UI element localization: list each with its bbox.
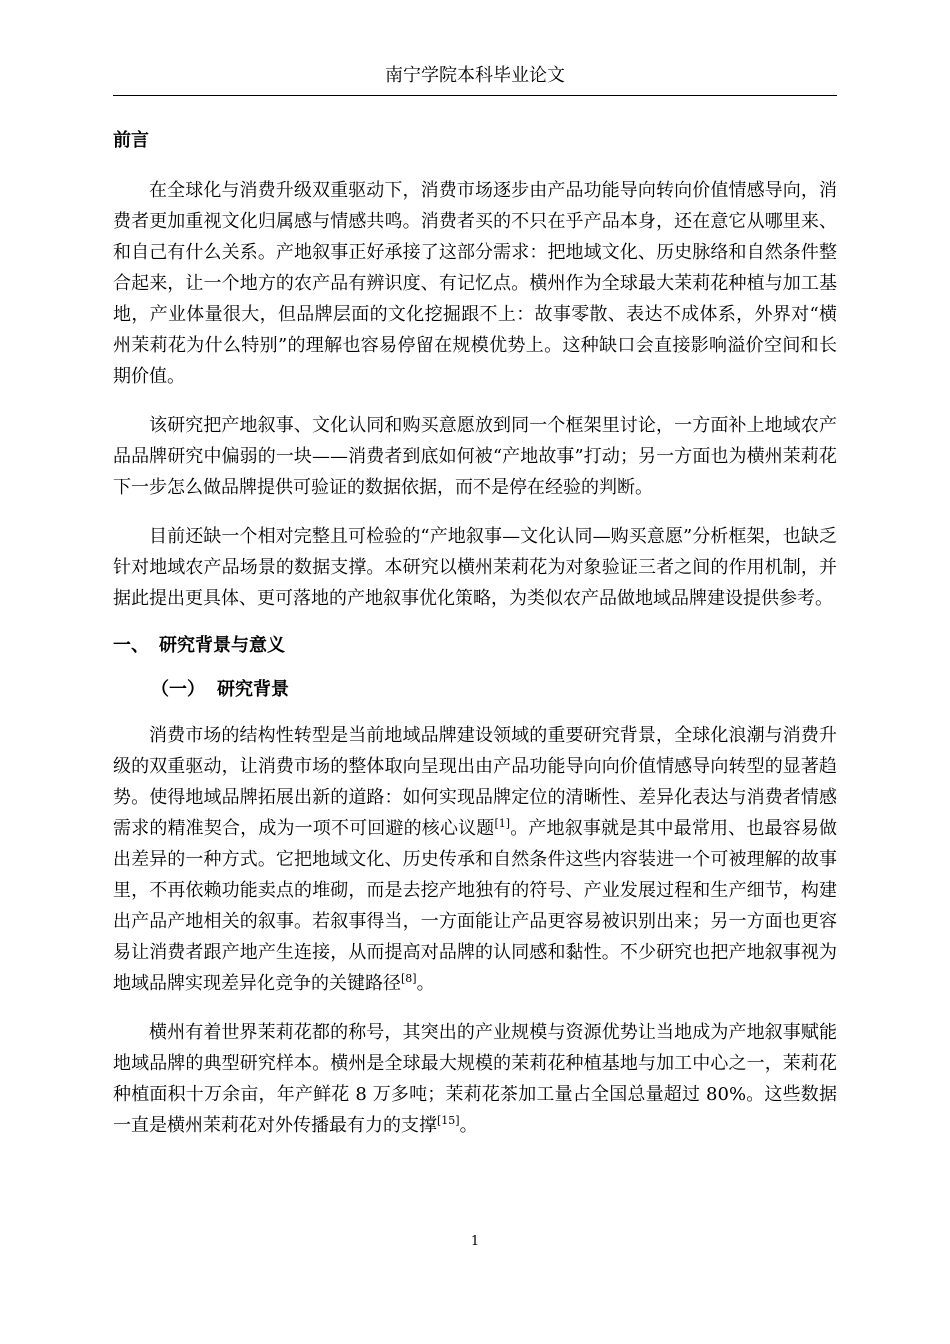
preface-paragraph-2: 该研究把产地叙事、文化认同和购买意愿放到同一个框架里讨论，一方面补上地域农产品品牌研究中偏弱的一块——消费者到底如何被“产地故事”打动；另一方面也为横州茉莉花下一步怎么做品牌提供可验证的数据依据，而不是停在经验的判断。 — [113, 415, 837, 498]
preface-paragraph-1: 在全球化与消费升级双重驱动下，消费市场逐步由产品功能导向转向价值情感导向，消费者更加重视文化归属感与情感共鸣。消费者买的不只在乎产品本身，还在意它从哪里来、和自己有什么关系。产地叙事正好承接了这部分需求：把地域文化、历史脉络和自然条件整合起来，让一个地方的农产品有辨识度、有记忆点。横州作为全球最大茉莉花种植与加工基地，产业体量很大，但品牌层面的文化挖掘跟不上：故事零散、表达不成体系，外界对“横州茉莉花为什么特别”的理解也容易停留在规模优势上。这种缺口会直接影响溢价空间和长期价值。 — [113, 180, 837, 387]
background-paragraph-2 — [113, 1017, 837, 1141]
paragraph-text: 消费市场的结构性转型是当前地域品牌建设领域的重要研究背景，全球化浪潮与消费升级的双重驱动，让消费市场的整体取向呈现出由产品功能导向向价值情感导向转型的显著趋势。使得地域品牌拓展出新的道路：如何实现品牌定位的清晰性、差异化表达与消费者情感需求的精准契合，成为一项不可回避的核心议题 — [113, 725, 837, 839]
header-rule — [113, 95, 837, 96]
paragraph-text: 。 — [416, 973, 435, 994]
section-heading — [113, 632, 837, 660]
paragraph-text: 横州有着世界茉莉花都的称号，其突出的产业规模与资源优势让当地成为产地叙事赋能地域品牌的典型研究样本。横州是全球最大规模的茉莉花种植基地与加工中心之一，茉莉花种植面积十万余亩，年产鲜花 8 万多吨；茉莉花茶加工量占全国总量超过 80%。这些数据一直是横州茉莉花对外传播最有力的支撑 — [113, 1022, 837, 1136]
paragraph-text: 。产地叙事就是其中最常用、也最容易做出差异的一种方式。它把地域文化、历史传承和自然条件这些内容装进一个可被理解的故事里，不再依赖功能卖点的堆砌，而是去挖产地独有的符号、产业发展过程和生产细节，构建出产品产地相关的叙事。若叙事得当，一方面能让产品更容易被识别出来；另一方面也更容易让消费者跟产地产生连接，从而提高对品牌的认同感和黏性。不少研究也把产地叙事视为地域品牌实现差异化竞争的关键路径 — [113, 818, 838, 994]
subsection-number: （一） — [151, 679, 205, 700]
paragraph-text: 。 — [459, 1115, 478, 1136]
preface-heading: 前言 — [113, 130, 149, 151]
section-number: 一、 — [113, 635, 149, 656]
citation-ref: [1] — [494, 817, 511, 830]
page-number: 1 — [470, 1234, 480, 1249]
subsection-title: 研究背景 — [217, 679, 289, 700]
page-body — [113, 127, 837, 1159]
citation-ref: [8] — [401, 972, 417, 985]
citation-ref: [15] — [437, 1114, 460, 1127]
section-title: 研究背景与意义 — [159, 635, 285, 656]
preface-paragraph-3: 目前还缺一个相对完整且可检验的“产地叙事—文化认同—购买意愿”分析框架，也缺乏针对地域农产品场景的数据支撑。本研究以横州茉莉花为对象验证三者之间的作用机制，并据此提出更具体、更可落地的产地叙事优化策略，为类似农产品做地域品牌建设提供参考。 — [113, 526, 837, 609]
background-paragraph-1 — [113, 720, 837, 999]
subsection-heading — [151, 676, 837, 704]
running-header: 南宁学院本科毕业论文 — [385, 65, 565, 86]
